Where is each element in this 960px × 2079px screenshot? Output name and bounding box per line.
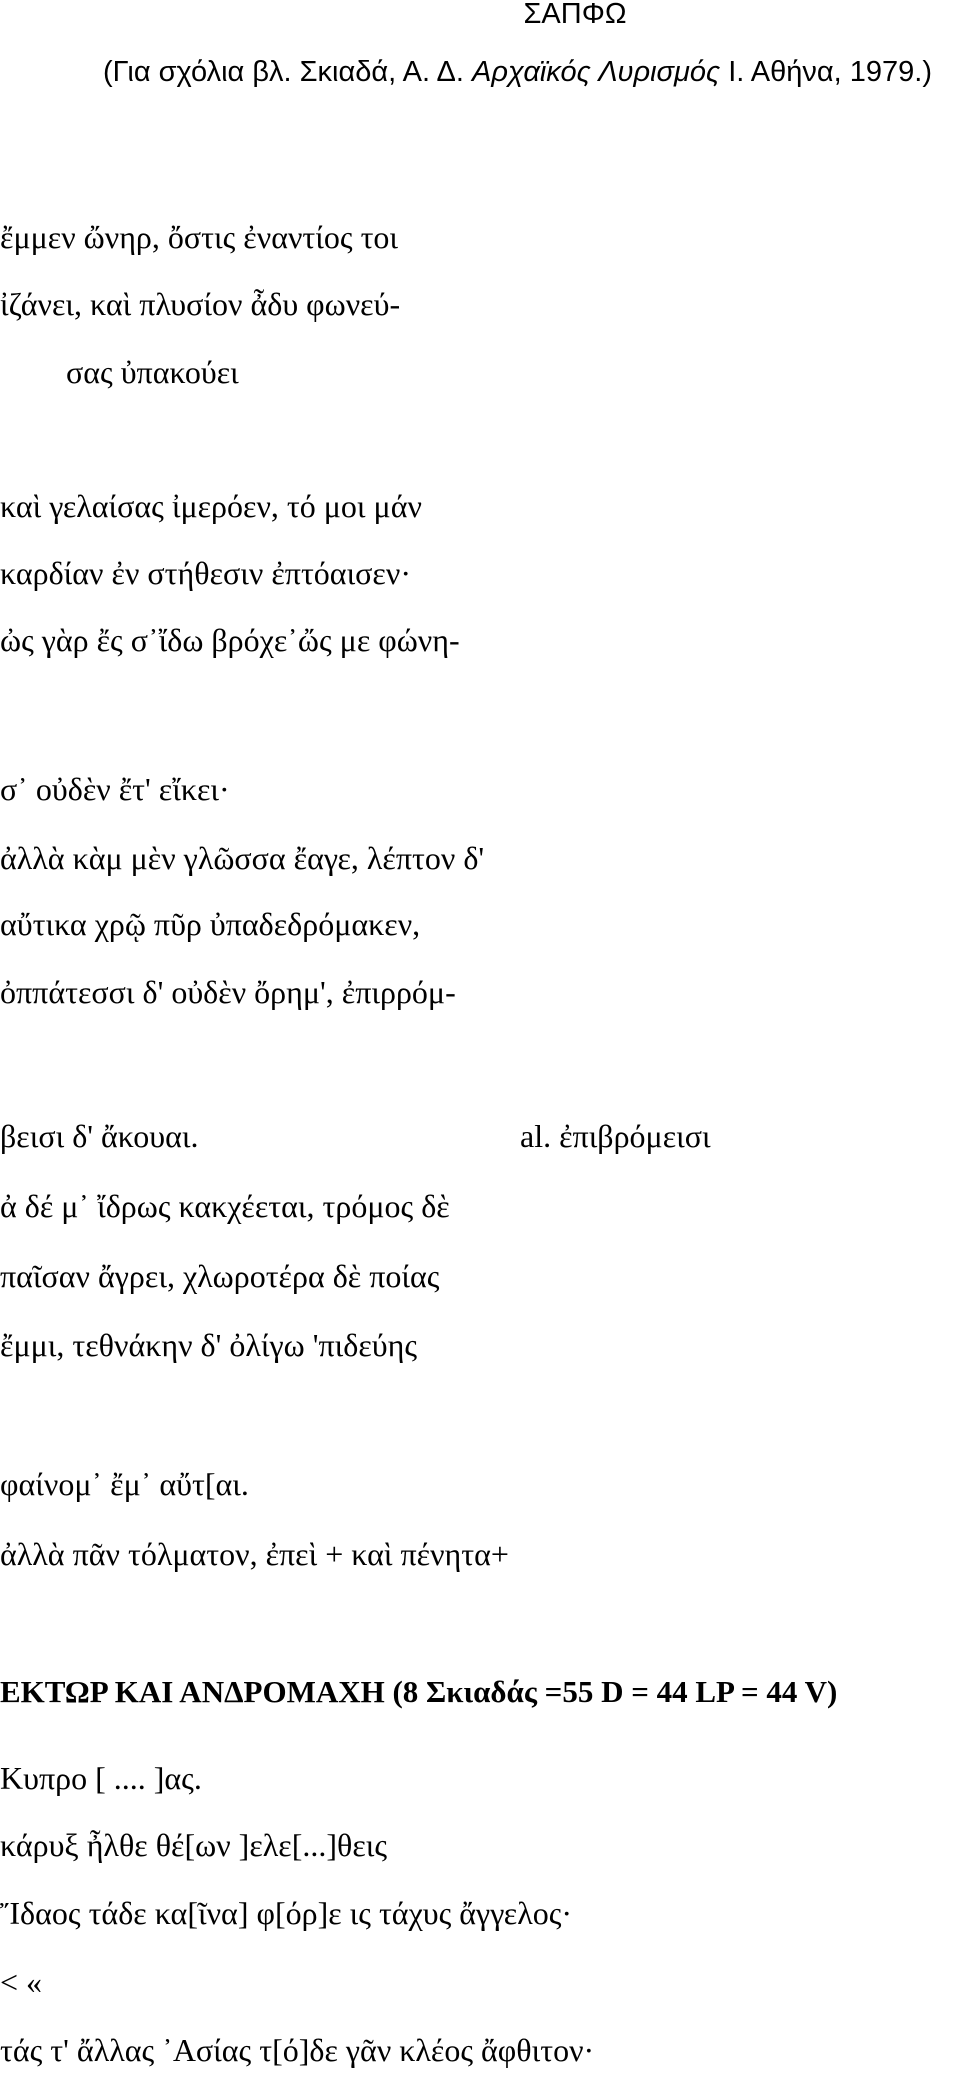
poem-line: βεισι δ' ἄκουαι. (0, 1118, 199, 1154)
poem-line: ἀ δέ μ᾽ ἴδρως κακχέεται, τρόμος δὲ (0, 1188, 450, 1224)
poem-line: ἔμμεν ὤνηρ, ὄστις ἐναντίος τοι (0, 219, 399, 255)
poem-line: Ἴδαος τάδε κα[ῖνα] φ[όρ]ε ις τάχυς ἄγγελος· (0, 1895, 573, 1931)
poem-line: < « (0, 1964, 43, 2000)
poem-line: ὀππάτεσσι δ' οὐδὲν ὄρημ', ἐπιρρόμ- (0, 974, 456, 1010)
poem-line: ἰζάνει, καὶ πλυσίον ἆδυ φωνεύ- (0, 286, 401, 322)
poem-line: φαίνομ᾽ ἔμ᾽ αὔτ[αι. (0, 1466, 249, 1502)
subtitle-text-end: Ι. Αθήνα, 1979.) (720, 56, 933, 88)
poem-line: ἀλλὰ κὰμ μὲν γλῶσσα ἔαγε, λέπτον δ' (0, 840, 485, 876)
poem-line: αὔτικα χρῷ πῦρ ὐπαδεδρόμακεν, (0, 906, 421, 942)
poem-line: ἀλλὰ πᾶν τόλματον, ἐπεὶ + καὶ πένητα+ (0, 1536, 509, 1572)
poem-line: παῖσαν ἄγρει, χλωροτέρα δὲ ποίας (0, 1258, 440, 1294)
section-heading: ΕΚΤΩΡ ΚΑΙ ΑΝΔΡΟΜΑΧΗ (8 Σκιαδάς =55 D = 44 LP = 44 V) (0, 1674, 838, 1709)
poem-line: τάς τ' ἄλλας ᾿Ασίας τ[ό]δε γᾶν κλέος ἄφθιτον· (0, 2032, 595, 2068)
poem-line: σ᾽ οὐδὲν ἔτ' εἴκει· (0, 771, 230, 807)
poem-line: καρδίαν ἐν στήθεσιν ἐπτόαισεν· (0, 555, 411, 591)
subtitle-book-title: Αρχαϊκός Λυρισμός (472, 56, 721, 88)
poem-line: καὶ γελαίσας ἰμερόεν, τό μοι μάν (0, 488, 422, 524)
poem-line: Κυπρο [ .... ]ας. (0, 1760, 202, 1796)
variant-note: al. ἐπιβρόμεισι (520, 1118, 711, 1154)
subtitle-text-start: (Για σχόλια βλ. Σκιαδά, Α. Δ. (103, 56, 473, 88)
poem-line: σας ὐπακούει (66, 354, 239, 390)
poem-line: ἔμμι, τεθνάκην δ' ὀλίγω 'πιδεύης (0, 1327, 418, 1363)
poem-line: κάρυξ ἦλθε θέ[ων ]ελε[...]θεις (0, 1827, 388, 1863)
poem-line: ὠς γὰρ ἔς σ᾽ἴδω βρόχε᾽ὤς με φώνη- (0, 622, 460, 658)
page-title: ΣΑΠΦΩ (523, 0, 627, 30)
page-subtitle (103, 52, 932, 92)
